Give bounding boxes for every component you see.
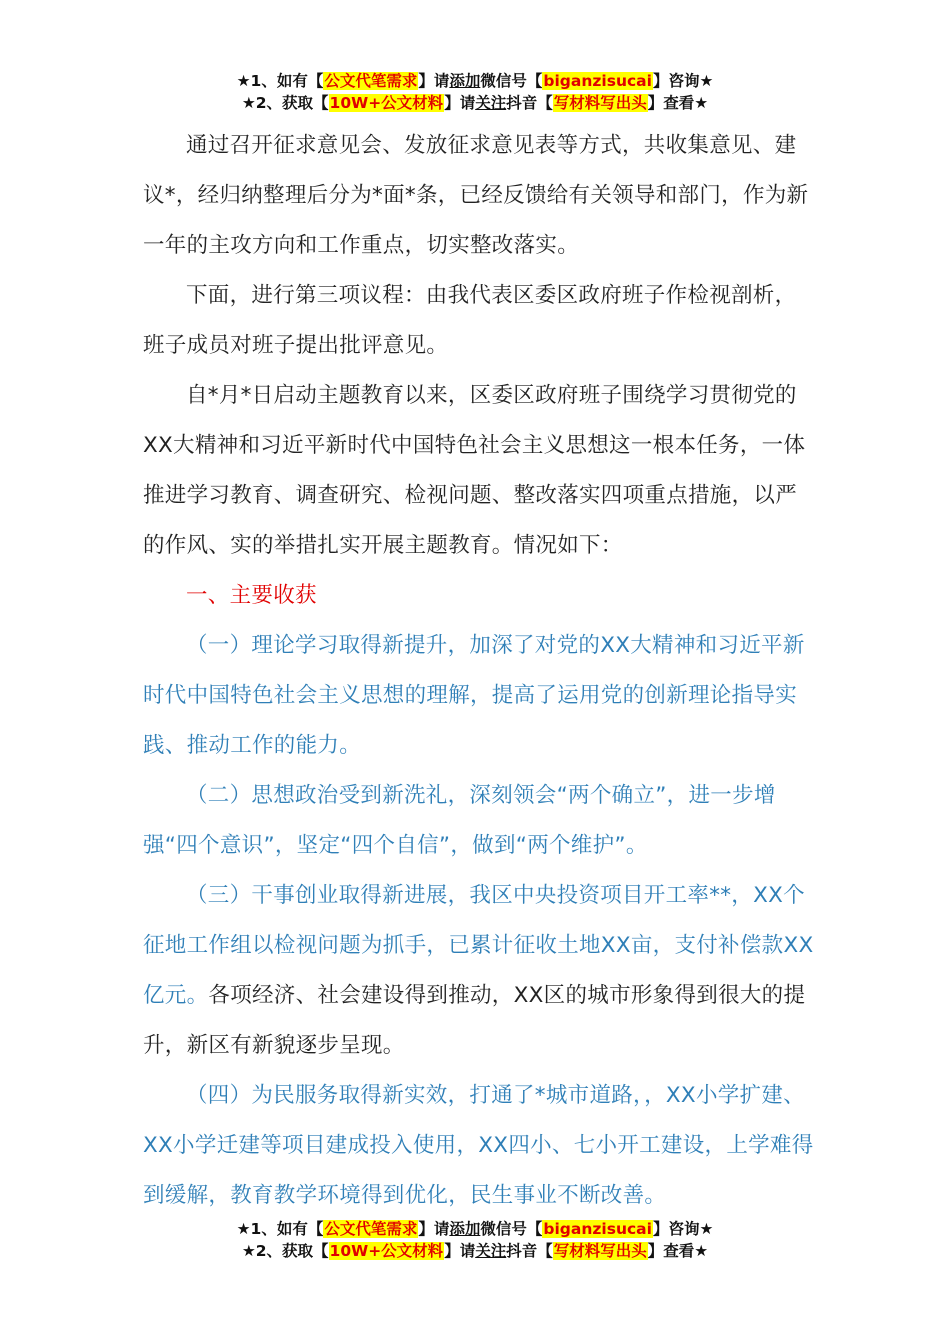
promo-banner-bottom — [0, 1218, 950, 1262]
subsection-paragraph — [143, 871, 815, 1071]
promo-highlight: 公文代笔需求 — [324, 72, 418, 90]
promo-text: 】请 — [418, 1220, 450, 1238]
subsection-lead: （三）干事创业取得新进展，我区中央投资项目开工率**， — [186, 883, 754, 908]
promo-text: ★2、获取【 — [241, 94, 329, 112]
promo-text: 抖音【 — [506, 1242, 553, 1260]
promo-underline: 关注 — [475, 1242, 507, 1260]
promo-highlight: 公文代笔需求 — [324, 1220, 418, 1238]
promo-text: ★1、如有【 — [236, 72, 324, 90]
promo-line-1 — [0, 1218, 950, 1240]
promo-highlight: biganzisucai — [543, 72, 652, 90]
promo-highlight: 写材料写出头 — [553, 94, 647, 112]
promo-highlight: 写材料写出头 — [553, 1242, 647, 1260]
promo-underline: 关注 — [475, 94, 507, 112]
promo-highlight: biganzisucai — [543, 1220, 652, 1238]
subsection-lead: XX个征地工作组以检视问题为抓手，已累计征收土地XX亩，支付补偿款XX亿元。 — [143, 883, 814, 1008]
promo-line-1 — [0, 70, 950, 92]
subsection-paragraph: （二）思想政治受到新洗礼，深刻领会“两个确立”，进一步增强“四个意识”，坚定“四个自信”，做到“两个维护”。 — [143, 783, 776, 858]
promo-text: 】请 — [444, 94, 476, 112]
promo-text: ★1、如有【 — [236, 1220, 324, 1238]
promo-text: 抖音【 — [506, 94, 553, 112]
promo-line-2 — [0, 92, 950, 114]
promo-text: 】咨询★ — [652, 1220, 714, 1238]
promo-text: 微信号【 — [480, 72, 543, 90]
promo-line-2 — [0, 1240, 950, 1262]
promo-text: 】查看★ — [647, 1242, 709, 1260]
promo-underline: 添加 — [449, 72, 481, 90]
promo-banner-top — [0, 70, 950, 114]
paragraph: 通过召开征求意见会、发放征求意见表等方式，共收集意见、建议*，经归纳整理后分为*面*条，已经反馈给有关领导和部门，作为新一年的主攻方向和工作重点，切实整改落实。 — [143, 133, 809, 258]
document-body — [143, 121, 815, 1221]
promo-underline: 添加 — [449, 1220, 481, 1238]
subsection-paragraph: （四）为民服务取得新实效，打通了*城市道路，，XX小学扩建、XX小学迁建等项目建成投入使用，XX四小、七小开工建设，上学难得到缓解，教育教学环境得到优化，民生事业不断改善。 — [143, 1083, 814, 1208]
paragraph: 下面，进行第三项议程：由我代表区委区政府班子作检视剖析，班子成员对班子提出批评意见。 — [143, 283, 797, 358]
paragraph: 自*月*日启动主题教育以来，区委区政府班子围绕学习贯彻党的XX大精神和习近平新时代中国特色社会主义思想这一根本任务，一体推进学习教育、调查研究、检视问题、整改落实四项重点措施，以严的作风、实的举措扎实开展主题教育。情况如下： — [143, 383, 806, 558]
promo-text: ★2、获取【 — [241, 1242, 329, 1260]
promo-text: 】请 — [444, 1242, 476, 1260]
promo-highlight: 10W+公文材料 — [329, 1242, 444, 1260]
subsection-paragraph: （一）理论学习取得新提升，加深了对党的XX大精神和习近平新时代中国特色社会主义思想的理解，提高了运用党的创新理论指导实践、推动工作的能力。 — [143, 633, 805, 758]
paragraph-text: 各项经济、社会建设得到推动，XX区的城市形象得到很大的提升，新区有新貌逐步呈现。 — [143, 983, 806, 1058]
promo-text: 微信号【 — [480, 1220, 543, 1238]
promo-text: 】查看★ — [647, 94, 709, 112]
promo-text: 】咨询★ — [652, 72, 714, 90]
section-heading: 一、主要收获 — [186, 583, 317, 608]
promo-text: 】请 — [418, 72, 450, 90]
promo-highlight: 10W+公文材料 — [329, 94, 444, 112]
